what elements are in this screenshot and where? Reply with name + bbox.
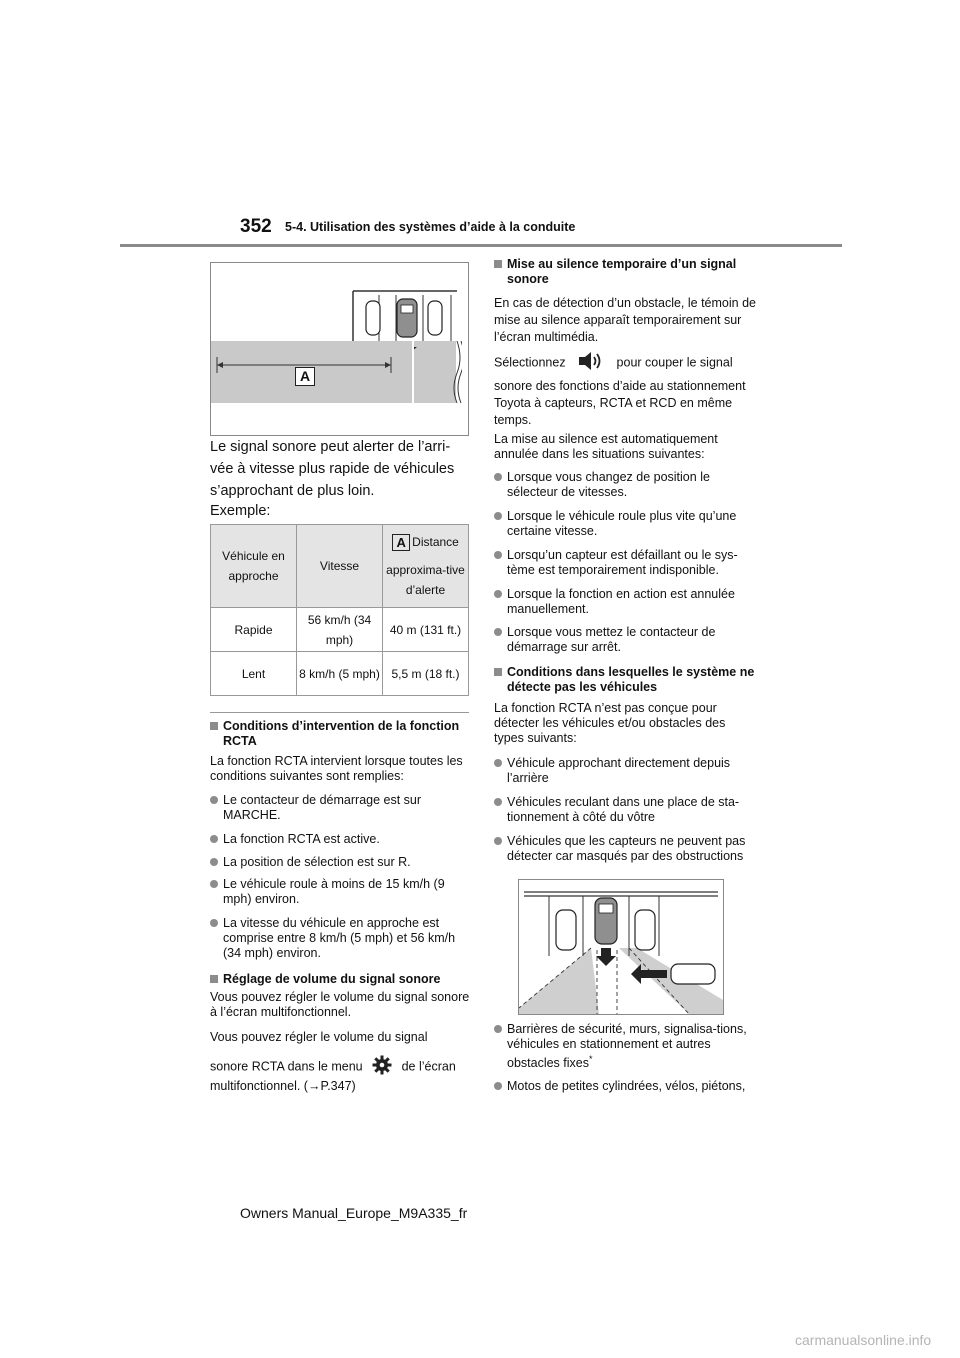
gear-icon xyxy=(372,1055,392,1079)
volume-paragraph-2b: sonore RCTA dans le menu de l’écran xyxy=(210,1055,480,1079)
section-title: 5-4. Utilisation des systèmes d’aide à la conduite xyxy=(285,220,576,234)
example-label: Exemple: xyxy=(210,503,271,519)
rcta-detection-range-figure xyxy=(210,262,469,436)
condition-item: Le contacteur de démarrage est sur MARCHE. xyxy=(210,793,472,823)
mute-heading: Mise au silence temporaire d’un signal sonore xyxy=(494,257,754,287)
intro-paragraph: Le signal sonore peut alerter de l’arri-vée à vitesse plus rapide de véhicules s’approchant de plus loin. xyxy=(210,439,455,499)
nodetect-case-item: Véhicule approchant directement depuis l’arrière xyxy=(494,756,756,786)
conditions-intro: La fonction RCTA intervient lorsque toutes les conditions suivantes sont remplies: xyxy=(210,754,463,783)
nodetect-case-item: Véhicules reculant dans une place de sta-tionnement à côté du vôtre xyxy=(494,795,756,825)
table-header-vehicle: Véhicule en approche xyxy=(211,525,297,608)
nodetect-intro: La fonction RCTA n’est pas conçue pour détecter les véhicules et/ou obstacles des types suivants: xyxy=(494,701,726,745)
mute-case-item: Lorsque le véhicule roule plus vite qu’une certaine vitesse. xyxy=(494,509,756,539)
separator-rule xyxy=(210,712,469,713)
nodetect-case-item: Véhicules que les capteurs ne peuvent pas détecter car masqués par des obstructions xyxy=(494,834,756,864)
mute-paragraph-2a: Sélectionnez pour couper le signal xyxy=(494,350,759,376)
blind-spot-figure xyxy=(518,879,724,1015)
document-id: Owners Manual_Europe_M9A335_fr xyxy=(240,1205,468,1221)
table-header-speed: Vitesse xyxy=(297,525,383,608)
table-row: Rapide 56 km/h (34 mph) 40 m (131 ft.) xyxy=(211,608,469,652)
header-rule xyxy=(120,244,842,247)
volume-paragraph-2d: multifonctionnel. (→P.347) xyxy=(210,1079,356,1093)
condition-item: La fonction RCTA est active. xyxy=(210,832,472,847)
label-a-badge: A xyxy=(392,534,410,551)
mute-case-item: Lorsque vous mettez le contacteur de démarrage sur arrêt. xyxy=(494,625,756,655)
condition-item: La position de sélection est sur R. xyxy=(210,855,472,870)
example-table xyxy=(210,524,469,696)
figure-label-a: A xyxy=(295,367,315,386)
page-number: 352 xyxy=(240,216,272,237)
conditions-heading: Conditions d’intervention de la fonction RCTA xyxy=(210,719,472,749)
mute-paragraph-1: En cas de détection d’un obstacle, le témoin de mise au silence apparaît temporairement sur l’écran multimédia. xyxy=(494,296,756,344)
mute-case-item: Lorsqu’un capteur est défaillant ou le sys-tème est temporairement indisponible. xyxy=(494,548,756,578)
condition-item: Le véhicule roule à moins de 15 km/h (9 mph) environ. xyxy=(210,877,472,907)
volume-paragraph-1: Vous pouvez régler le volume du signal sonore à l’écran multifonctionnel. xyxy=(210,990,470,1019)
condition-item: La vitesse du véhicule en approche est comprise entre 8 km/h (5 mph) et 56 km/h (34 mph) environ. xyxy=(210,916,472,961)
volume-paragraph-2a: Vous pouvez régler le volume du signal xyxy=(210,1030,428,1044)
watermark: carmanualsonline.info xyxy=(795,1332,932,1348)
table-row: Lent 8 km/h (5 mph) 5,5 m (18 ft.) xyxy=(211,652,469,696)
fixed-obstacles-item: Barrières de sécurité, murs, signalisa-tions, véhicules en stationnement et autres obstacles fixes* xyxy=(494,1022,756,1071)
footnote-mark: * xyxy=(588,1054,593,1064)
volume-heading: Réglage de volume du signal sonore xyxy=(210,972,472,987)
mute-case-item: Lorsque vous changez de position le sélecteur de vitesses. xyxy=(494,470,756,500)
speaker-mute-icon xyxy=(577,350,605,376)
table-header-distance: A Distance approxima-tive d’alerte xyxy=(383,525,469,608)
mute-case-item: Lorsque la fonction en action est annulée manuellement. xyxy=(494,587,756,617)
nodetect-heading: Conditions dans lesquelles le système ne détecte pas les véhicules xyxy=(494,665,756,695)
small-vehicles-item: Motos de petites cylindrées, vélos, piétons, xyxy=(494,1079,756,1094)
mute-paragraph-2c: sonore des fonctions d’aide au stationnement Toyota à capteurs, RCTA et RCD en même temps. xyxy=(494,379,746,427)
mute-paragraph-3: La mise au silence est automatiquement annulée dans les situations suivantes: xyxy=(494,432,718,461)
